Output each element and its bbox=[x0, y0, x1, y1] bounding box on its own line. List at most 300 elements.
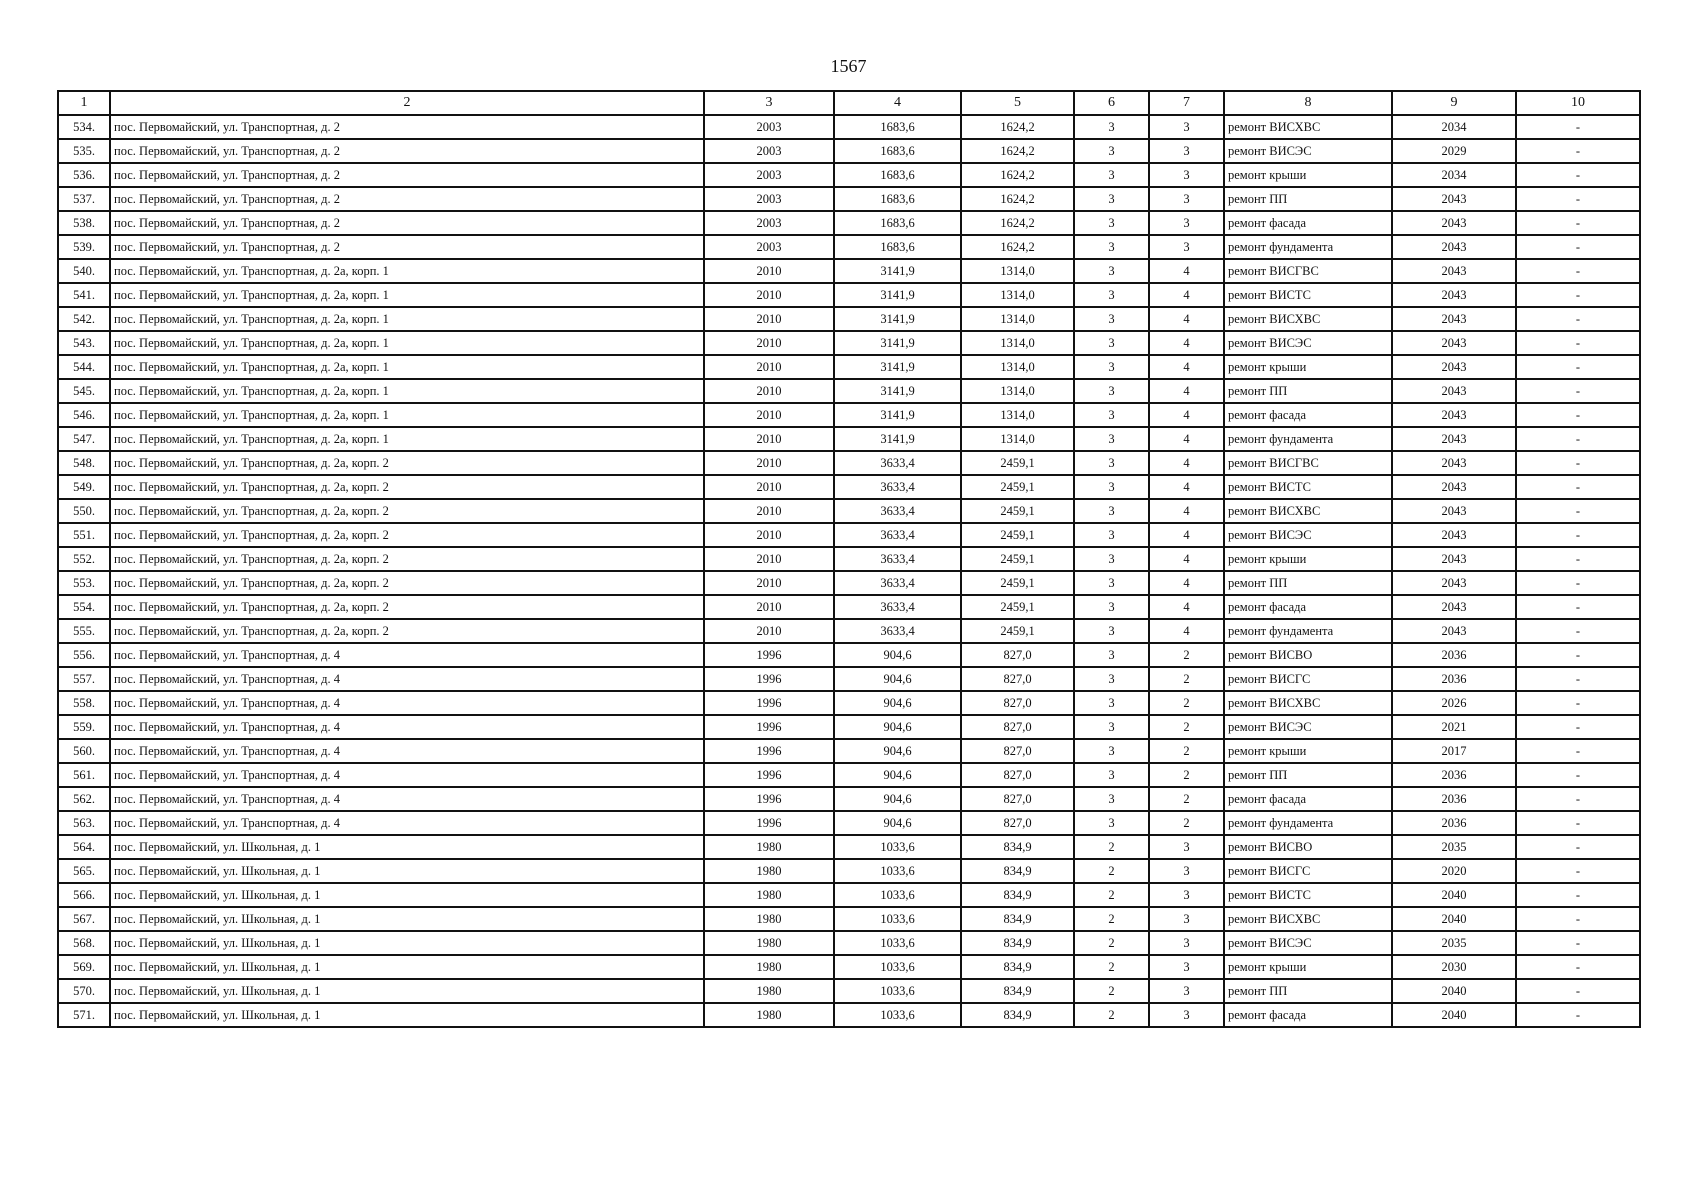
table-row bbox=[58, 355, 1640, 379]
table-row bbox=[58, 931, 1640, 955]
repair-type-cell: ремонт ВИСЭС bbox=[1224, 931, 1392, 955]
planned-year-cell: 2035 bbox=[1392, 931, 1516, 955]
repair-type-cell: ремонт крыши bbox=[1224, 955, 1392, 979]
planned-year-cell: 2043 bbox=[1392, 211, 1516, 235]
column-header: 1 bbox=[58, 91, 110, 115]
address-cell: пос. Первомайский, ул. Школьная, д. 1 bbox=[110, 835, 704, 859]
repair-type-cell: ремонт ВИСЭС bbox=[1224, 523, 1392, 547]
floors-cell: 3 bbox=[1074, 763, 1149, 787]
floors-cell: 3 bbox=[1074, 379, 1149, 403]
repair-schedule-table bbox=[57, 90, 1641, 1028]
floors-cell: 3 bbox=[1074, 139, 1149, 163]
build-year-cell: 2010 bbox=[704, 619, 834, 643]
living-area-cell: 2459,1 bbox=[961, 619, 1074, 643]
total-area-cell: 904,6 bbox=[834, 643, 961, 667]
note-cell: - bbox=[1516, 379, 1640, 403]
entrances-cell: 3 bbox=[1149, 835, 1224, 859]
total-area-cell: 3633,4 bbox=[834, 619, 961, 643]
address-cell: пос. Первомайский, ул. Транспортная, д. 4 bbox=[110, 787, 704, 811]
build-year-cell: 1996 bbox=[704, 811, 834, 835]
total-area-cell: 3141,9 bbox=[834, 379, 961, 403]
floors-cell: 3 bbox=[1074, 307, 1149, 331]
note-cell: - bbox=[1516, 523, 1640, 547]
table-row bbox=[58, 643, 1640, 667]
row-number-cell: 548. bbox=[58, 451, 110, 475]
build-year-cell: 2003 bbox=[704, 163, 834, 187]
row-number-cell: 563. bbox=[58, 811, 110, 835]
note-cell: - bbox=[1516, 499, 1640, 523]
row-number-cell: 540. bbox=[58, 259, 110, 283]
row-number-cell: 550. bbox=[58, 499, 110, 523]
living-area-cell: 834,9 bbox=[961, 931, 1074, 955]
planned-year-cell: 2043 bbox=[1392, 283, 1516, 307]
build-year-cell: 1996 bbox=[704, 739, 834, 763]
planned-year-cell: 2034 bbox=[1392, 115, 1516, 139]
living-area-cell: 827,0 bbox=[961, 763, 1074, 787]
living-area-cell: 1624,2 bbox=[961, 187, 1074, 211]
total-area-cell: 3141,9 bbox=[834, 427, 961, 451]
floors-cell: 3 bbox=[1074, 547, 1149, 571]
entrances-cell: 2 bbox=[1149, 787, 1224, 811]
total-area-cell: 1683,6 bbox=[834, 115, 961, 139]
entrances-cell: 2 bbox=[1149, 715, 1224, 739]
build-year-cell: 2010 bbox=[704, 475, 834, 499]
planned-year-cell: 2036 bbox=[1392, 763, 1516, 787]
column-header: 5 bbox=[961, 91, 1074, 115]
living-area-cell: 827,0 bbox=[961, 667, 1074, 691]
planned-year-cell: 2017 bbox=[1392, 739, 1516, 763]
entrances-cell: 3 bbox=[1149, 859, 1224, 883]
address-cell: пос. Первомайский, ул. Школьная, д. 1 bbox=[110, 1003, 704, 1027]
entrances-cell: 2 bbox=[1149, 739, 1224, 763]
living-area-cell: 1314,0 bbox=[961, 379, 1074, 403]
note-cell: - bbox=[1516, 427, 1640, 451]
repair-type-cell: ремонт ПП bbox=[1224, 571, 1392, 595]
living-area-cell: 827,0 bbox=[961, 643, 1074, 667]
note-cell: - bbox=[1516, 955, 1640, 979]
planned-year-cell: 2043 bbox=[1392, 403, 1516, 427]
address-cell: пос. Первомайский, ул. Школьная, д. 1 bbox=[110, 859, 704, 883]
row-number-cell: 568. bbox=[58, 931, 110, 955]
planned-year-cell: 2043 bbox=[1392, 187, 1516, 211]
repair-type-cell: ремонт фундамента bbox=[1224, 811, 1392, 835]
note-cell: - bbox=[1516, 547, 1640, 571]
planned-year-cell: 2040 bbox=[1392, 883, 1516, 907]
living-area-cell: 2459,1 bbox=[961, 451, 1074, 475]
floors-cell: 3 bbox=[1074, 667, 1149, 691]
table-row bbox=[58, 403, 1640, 427]
row-number-cell: 537. bbox=[58, 187, 110, 211]
build-year-cell: 1980 bbox=[704, 907, 834, 931]
total-area-cell: 3633,4 bbox=[834, 499, 961, 523]
build-year-cell: 2010 bbox=[704, 355, 834, 379]
address-cell: пос. Первомайский, ул. Транспортная, д. 2а, корп. 1 bbox=[110, 283, 704, 307]
living-area-cell: 1314,0 bbox=[961, 355, 1074, 379]
planned-year-cell: 2043 bbox=[1392, 235, 1516, 259]
address-cell: пос. Первомайский, ул. Транспортная, д. 2а, корп. 2 bbox=[110, 499, 704, 523]
planned-year-cell: 2043 bbox=[1392, 451, 1516, 475]
entrances-cell: 3 bbox=[1149, 211, 1224, 235]
floors-cell: 3 bbox=[1074, 283, 1149, 307]
planned-year-cell: 2043 bbox=[1392, 571, 1516, 595]
address-cell: пос. Первомайский, ул. Школьная, д. 1 bbox=[110, 931, 704, 955]
planned-year-cell: 2043 bbox=[1392, 307, 1516, 331]
row-number-cell: 539. bbox=[58, 235, 110, 259]
repair-type-cell: ремонт ВИСТС bbox=[1224, 283, 1392, 307]
total-area-cell: 1033,6 bbox=[834, 1003, 961, 1027]
entrances-cell: 4 bbox=[1149, 259, 1224, 283]
planned-year-cell: 2026 bbox=[1392, 691, 1516, 715]
row-number-cell: 553. bbox=[58, 571, 110, 595]
entrances-cell: 3 bbox=[1149, 883, 1224, 907]
row-number-cell: 555. bbox=[58, 619, 110, 643]
planned-year-cell: 2035 bbox=[1392, 835, 1516, 859]
build-year-cell: 2003 bbox=[704, 235, 834, 259]
repair-type-cell: ремонт ПП bbox=[1224, 763, 1392, 787]
row-number-cell: 571. bbox=[58, 1003, 110, 1027]
living-area-cell: 1624,2 bbox=[961, 211, 1074, 235]
repair-type-cell: ремонт ВИСВО bbox=[1224, 643, 1392, 667]
repair-type-cell: ремонт фасада bbox=[1224, 211, 1392, 235]
row-number-cell: 546. bbox=[58, 403, 110, 427]
address-cell: пос. Первомайский, ул. Транспортная, д. 2а, корп. 1 bbox=[110, 307, 704, 331]
build-year-cell: 1996 bbox=[704, 787, 834, 811]
repair-type-cell: ремонт фасада bbox=[1224, 1003, 1392, 1027]
planned-year-cell: 2021 bbox=[1392, 715, 1516, 739]
repair-type-cell: ремонт ПП bbox=[1224, 979, 1392, 1003]
total-area-cell: 1033,6 bbox=[834, 931, 961, 955]
note-cell: - bbox=[1516, 451, 1640, 475]
address-cell: пос. Первомайский, ул. Школьная, д. 1 bbox=[110, 883, 704, 907]
note-cell: - bbox=[1516, 139, 1640, 163]
floors-cell: 3 bbox=[1074, 739, 1149, 763]
build-year-cell: 2010 bbox=[704, 403, 834, 427]
total-area-cell: 3141,9 bbox=[834, 403, 961, 427]
living-area-cell: 827,0 bbox=[961, 811, 1074, 835]
build-year-cell: 1980 bbox=[704, 955, 834, 979]
floors-cell: 2 bbox=[1074, 859, 1149, 883]
row-number-cell: 535. bbox=[58, 139, 110, 163]
build-year-cell: 2010 bbox=[704, 547, 834, 571]
floors-cell: 3 bbox=[1074, 451, 1149, 475]
note-cell: - bbox=[1516, 715, 1640, 739]
living-area-cell: 2459,1 bbox=[961, 523, 1074, 547]
entrances-cell: 3 bbox=[1149, 931, 1224, 955]
total-area-cell: 1683,6 bbox=[834, 211, 961, 235]
table-row bbox=[58, 235, 1640, 259]
total-area-cell: 3141,9 bbox=[834, 355, 961, 379]
living-area-cell: 1624,2 bbox=[961, 235, 1074, 259]
address-cell: пос. Первомайский, ул. Транспортная, д. 2а, корп. 2 bbox=[110, 451, 704, 475]
note-cell: - bbox=[1516, 211, 1640, 235]
total-area-cell: 904,6 bbox=[834, 715, 961, 739]
total-area-cell: 3141,9 bbox=[834, 283, 961, 307]
living-area-cell: 1314,0 bbox=[961, 307, 1074, 331]
table-row bbox=[58, 763, 1640, 787]
build-year-cell: 1980 bbox=[704, 979, 834, 1003]
entrances-cell: 4 bbox=[1149, 571, 1224, 595]
row-number-cell: 534. bbox=[58, 115, 110, 139]
table-row bbox=[58, 427, 1640, 451]
column-header: 3 bbox=[704, 91, 834, 115]
build-year-cell: 2010 bbox=[704, 571, 834, 595]
row-number-cell: 570. bbox=[58, 979, 110, 1003]
repair-type-cell: ремонт ПП bbox=[1224, 379, 1392, 403]
note-cell: - bbox=[1516, 115, 1640, 139]
living-area-cell: 827,0 bbox=[961, 715, 1074, 739]
living-area-cell: 834,9 bbox=[961, 835, 1074, 859]
entrances-cell: 4 bbox=[1149, 619, 1224, 643]
row-number-cell: 562. bbox=[58, 787, 110, 811]
planned-year-cell: 2036 bbox=[1392, 643, 1516, 667]
entrances-cell: 4 bbox=[1149, 451, 1224, 475]
floors-cell: 3 bbox=[1074, 115, 1149, 139]
table-row bbox=[58, 187, 1640, 211]
entrances-cell: 3 bbox=[1149, 979, 1224, 1003]
row-number-cell: 567. bbox=[58, 907, 110, 931]
build-year-cell: 1996 bbox=[704, 715, 834, 739]
address-cell: пос. Первомайский, ул. Транспортная, д. 4 bbox=[110, 667, 704, 691]
planned-year-cell: 2036 bbox=[1392, 811, 1516, 835]
build-year-cell: 1980 bbox=[704, 883, 834, 907]
entrances-cell: 3 bbox=[1149, 955, 1224, 979]
row-number-cell: 564. bbox=[58, 835, 110, 859]
planned-year-cell: 2043 bbox=[1392, 475, 1516, 499]
repair-type-cell: ремонт крыши bbox=[1224, 547, 1392, 571]
table-row bbox=[58, 883, 1640, 907]
repair-type-cell: ремонт ВИСГВС bbox=[1224, 259, 1392, 283]
floors-cell: 3 bbox=[1074, 715, 1149, 739]
repair-type-cell: ремонт ВИСЭС bbox=[1224, 331, 1392, 355]
planned-year-cell: 2036 bbox=[1392, 667, 1516, 691]
note-cell: - bbox=[1516, 787, 1640, 811]
entrances-cell: 4 bbox=[1149, 331, 1224, 355]
note-cell: - bbox=[1516, 307, 1640, 331]
build-year-cell: 2010 bbox=[704, 379, 834, 403]
total-area-cell: 1033,6 bbox=[834, 835, 961, 859]
planned-year-cell: 2029 bbox=[1392, 139, 1516, 163]
table-row bbox=[58, 475, 1640, 499]
address-cell: пос. Первомайский, ул. Транспортная, д. 2а, корп. 1 bbox=[110, 355, 704, 379]
note-cell: - bbox=[1516, 187, 1640, 211]
living-area-cell: 2459,1 bbox=[961, 547, 1074, 571]
floors-cell: 3 bbox=[1074, 259, 1149, 283]
row-number-cell: 538. bbox=[58, 211, 110, 235]
planned-year-cell: 2043 bbox=[1392, 523, 1516, 547]
entrances-cell: 3 bbox=[1149, 235, 1224, 259]
living-area-cell: 1624,2 bbox=[961, 115, 1074, 139]
repair-type-cell: ремонт крыши bbox=[1224, 739, 1392, 763]
total-area-cell: 1683,6 bbox=[834, 235, 961, 259]
total-area-cell: 904,6 bbox=[834, 763, 961, 787]
repair-type-cell: ремонт фундамента bbox=[1224, 619, 1392, 643]
floors-cell: 2 bbox=[1074, 979, 1149, 1003]
living-area-cell: 2459,1 bbox=[961, 595, 1074, 619]
row-number-cell: 545. bbox=[58, 379, 110, 403]
floors-cell: 3 bbox=[1074, 619, 1149, 643]
table-row bbox=[58, 715, 1640, 739]
entrances-cell: 4 bbox=[1149, 379, 1224, 403]
address-cell: пос. Первомайский, ул. Транспортная, д. 4 bbox=[110, 811, 704, 835]
note-cell: - bbox=[1516, 667, 1640, 691]
note-cell: - bbox=[1516, 163, 1640, 187]
floors-cell: 3 bbox=[1074, 235, 1149, 259]
total-area-cell: 1033,6 bbox=[834, 907, 961, 931]
build-year-cell: 1980 bbox=[704, 859, 834, 883]
repair-type-cell: ремонт ВИСЭС bbox=[1224, 715, 1392, 739]
floors-cell: 3 bbox=[1074, 163, 1149, 187]
address-cell: пос. Первомайский, ул. Транспортная, д. 2 bbox=[110, 235, 704, 259]
build-year-cell: 2010 bbox=[704, 283, 834, 307]
note-cell: - bbox=[1516, 643, 1640, 667]
note-cell: - bbox=[1516, 283, 1640, 307]
table-row bbox=[58, 523, 1640, 547]
floors-cell: 3 bbox=[1074, 595, 1149, 619]
address-cell: пос. Первомайский, ул. Транспортная, д. 2а, корп. 1 bbox=[110, 379, 704, 403]
floors-cell: 3 bbox=[1074, 571, 1149, 595]
table-row bbox=[58, 691, 1640, 715]
build-year-cell: 2010 bbox=[704, 595, 834, 619]
total-area-cell: 3141,9 bbox=[834, 307, 961, 331]
address-cell: пос. Первомайский, ул. Транспортная, д. 2а, корп. 2 bbox=[110, 619, 704, 643]
address-cell: пос. Первомайский, ул. Транспортная, д. 2а, корп. 2 bbox=[110, 571, 704, 595]
table-row bbox=[58, 619, 1640, 643]
build-year-cell: 1980 bbox=[704, 1003, 834, 1027]
repair-type-cell: ремонт крыши bbox=[1224, 355, 1392, 379]
total-area-cell: 1033,6 bbox=[834, 859, 961, 883]
column-header: 9 bbox=[1392, 91, 1516, 115]
row-number-cell: 558. bbox=[58, 691, 110, 715]
total-area-cell: 1033,6 bbox=[834, 979, 961, 1003]
build-year-cell: 2003 bbox=[704, 115, 834, 139]
living-area-cell: 1314,0 bbox=[961, 427, 1074, 451]
living-area-cell: 2459,1 bbox=[961, 499, 1074, 523]
address-cell: пос. Первомайский, ул. Транспортная, д. 4 bbox=[110, 691, 704, 715]
repair-type-cell: ремонт ВИСТС bbox=[1224, 475, 1392, 499]
row-number-cell: 569. bbox=[58, 955, 110, 979]
repair-type-cell: ремонт ВИСХВС bbox=[1224, 691, 1392, 715]
table-row bbox=[58, 955, 1640, 979]
planned-year-cell: 2040 bbox=[1392, 979, 1516, 1003]
address-cell: пос. Первомайский, ул. Транспортная, д. 2а, корп. 2 bbox=[110, 595, 704, 619]
repair-type-cell: ремонт ВИСХВС bbox=[1224, 499, 1392, 523]
table-row bbox=[58, 139, 1640, 163]
planned-year-cell: 2043 bbox=[1392, 379, 1516, 403]
living-area-cell: 2459,1 bbox=[961, 475, 1074, 499]
floors-cell: 3 bbox=[1074, 523, 1149, 547]
row-number-cell: 543. bbox=[58, 331, 110, 355]
table-row bbox=[58, 979, 1640, 1003]
build-year-cell: 2010 bbox=[704, 499, 834, 523]
entrances-cell: 2 bbox=[1149, 763, 1224, 787]
build-year-cell: 2010 bbox=[704, 307, 834, 331]
row-number-cell: 536. bbox=[58, 163, 110, 187]
total-area-cell: 3633,4 bbox=[834, 451, 961, 475]
row-number-cell: 559. bbox=[58, 715, 110, 739]
entrances-cell: 3 bbox=[1149, 115, 1224, 139]
address-cell: пос. Первомайский, ул. Транспортная, д. 2а, корп. 1 bbox=[110, 331, 704, 355]
living-area-cell: 834,9 bbox=[961, 859, 1074, 883]
address-cell: пос. Первомайский, ул. Транспортная, д. 4 bbox=[110, 763, 704, 787]
living-area-cell: 1314,0 bbox=[961, 331, 1074, 355]
note-cell: - bbox=[1516, 883, 1640, 907]
address-cell: пос. Первомайский, ул. Транспортная, д. 4 bbox=[110, 739, 704, 763]
table-row bbox=[58, 835, 1640, 859]
address-cell: пос. Первомайский, ул. Транспортная, д. 2 bbox=[110, 211, 704, 235]
total-area-cell: 904,6 bbox=[834, 787, 961, 811]
note-cell: - bbox=[1516, 571, 1640, 595]
row-number-cell: 552. bbox=[58, 547, 110, 571]
table-row bbox=[58, 451, 1640, 475]
note-cell: - bbox=[1516, 763, 1640, 787]
note-cell: - bbox=[1516, 403, 1640, 427]
note-cell: - bbox=[1516, 739, 1640, 763]
row-number-cell: 547. bbox=[58, 427, 110, 451]
table-row bbox=[58, 667, 1640, 691]
row-number-cell: 566. bbox=[58, 883, 110, 907]
living-area-cell: 827,0 bbox=[961, 787, 1074, 811]
entrances-cell: 2 bbox=[1149, 691, 1224, 715]
address-cell: пос. Первомайский, ул. Транспортная, д. 2а, корп. 1 bbox=[110, 427, 704, 451]
living-area-cell: 1314,0 bbox=[961, 403, 1074, 427]
row-number-cell: 556. bbox=[58, 643, 110, 667]
build-year-cell: 2010 bbox=[704, 451, 834, 475]
total-area-cell: 1683,6 bbox=[834, 163, 961, 187]
planned-year-cell: 2043 bbox=[1392, 595, 1516, 619]
table-row bbox=[58, 571, 1640, 595]
floors-cell: 3 bbox=[1074, 643, 1149, 667]
column-header: 7 bbox=[1149, 91, 1224, 115]
row-number-cell: 551. bbox=[58, 523, 110, 547]
floors-cell: 2 bbox=[1074, 1003, 1149, 1027]
table-row bbox=[58, 1003, 1640, 1027]
floors-cell: 3 bbox=[1074, 211, 1149, 235]
entrances-cell: 3 bbox=[1149, 907, 1224, 931]
address-cell: пос. Первомайский, ул. Школьная, д. 1 bbox=[110, 955, 704, 979]
total-area-cell: 904,6 bbox=[834, 691, 961, 715]
table-row bbox=[58, 811, 1640, 835]
build-year-cell: 1980 bbox=[704, 835, 834, 859]
planned-year-cell: 2043 bbox=[1392, 547, 1516, 571]
build-year-cell: 1980 bbox=[704, 931, 834, 955]
entrances-cell: 4 bbox=[1149, 307, 1224, 331]
living-area-cell: 834,9 bbox=[961, 1003, 1074, 1027]
repair-type-cell: ремонт ВИСХВС bbox=[1224, 307, 1392, 331]
floors-cell: 3 bbox=[1074, 355, 1149, 379]
entrances-cell: 4 bbox=[1149, 595, 1224, 619]
table-row bbox=[58, 115, 1640, 139]
note-cell: - bbox=[1516, 691, 1640, 715]
floors-cell: 3 bbox=[1074, 811, 1149, 835]
note-cell: - bbox=[1516, 235, 1640, 259]
note-cell: - bbox=[1516, 355, 1640, 379]
table-row bbox=[58, 739, 1640, 763]
row-number-cell: 560. bbox=[58, 739, 110, 763]
floors-cell: 3 bbox=[1074, 475, 1149, 499]
build-year-cell: 2010 bbox=[704, 331, 834, 355]
table-row bbox=[58, 499, 1640, 523]
planned-year-cell: 2020 bbox=[1392, 859, 1516, 883]
living-area-cell: 1314,0 bbox=[961, 259, 1074, 283]
build-year-cell: 1996 bbox=[704, 643, 834, 667]
repair-type-cell: ремонт ПП bbox=[1224, 187, 1392, 211]
planned-year-cell: 2040 bbox=[1392, 1003, 1516, 1027]
planned-year-cell: 2043 bbox=[1392, 427, 1516, 451]
living-area-cell: 834,9 bbox=[961, 907, 1074, 931]
row-number-cell: 542. bbox=[58, 307, 110, 331]
table-row bbox=[58, 307, 1640, 331]
entrances-cell: 2 bbox=[1149, 811, 1224, 835]
